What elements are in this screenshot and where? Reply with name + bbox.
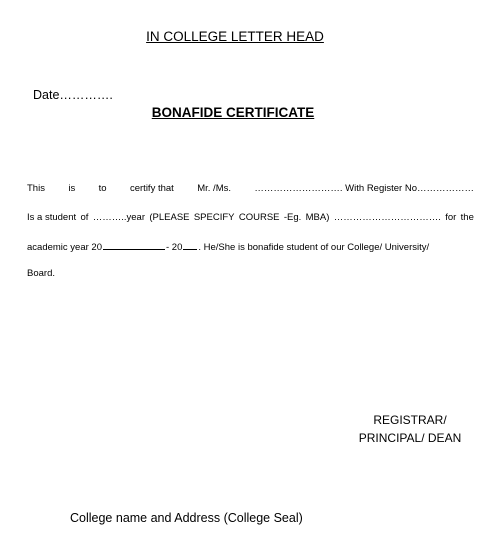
certificate-body-line-3 bbox=[27, 240, 474, 253]
certificate-body-line-1 bbox=[27, 183, 474, 194]
body-word: SPECIFY bbox=[193, 212, 235, 223]
body-word: ………..year bbox=[92, 212, 146, 223]
academic-year-prefix: academic year 20 bbox=[27, 242, 102, 253]
body-word: Board. bbox=[27, 268, 55, 279]
body-word: is bbox=[68, 183, 76, 194]
body-word: to bbox=[98, 183, 107, 194]
body-word: certify that bbox=[129, 183, 174, 194]
body-word: COURSE bbox=[238, 212, 280, 223]
body-word: for bbox=[445, 212, 457, 223]
body-word: ………………………. With Register No……………… bbox=[254, 183, 474, 194]
date-field: Date…………. bbox=[33, 88, 113, 102]
signatory-block bbox=[355, 411, 465, 447]
certificate-body-line-2 bbox=[27, 212, 474, 223]
academic-year-text bbox=[27, 240, 429, 253]
body-word: the bbox=[460, 212, 474, 223]
body-word: This bbox=[27, 183, 45, 194]
body-word: -Eg. bbox=[283, 212, 302, 223]
academic-year-mid: - 20 bbox=[165, 242, 183, 253]
signatory-line-1: REGISTRAR/ bbox=[373, 413, 447, 427]
letterhead-placeholder: IN COLLEGE LETTER HEAD bbox=[146, 29, 324, 44]
year-start-blank bbox=[103, 240, 165, 250]
signatory-line-2: PRINCIPAL/ DEAN bbox=[358, 431, 462, 445]
body-word: Mr. /Ms. bbox=[197, 183, 231, 194]
body-word: MBA) bbox=[305, 212, 330, 223]
certificate-title: BONAFIDE CERTIFICATE bbox=[151, 105, 315, 120]
year-end-blank bbox=[183, 240, 197, 250]
academic-year-suffix: . He/She is bonafide student of our College/ University/ bbox=[198, 242, 430, 253]
body-word: of bbox=[80, 212, 89, 223]
body-word: ……………………………. bbox=[333, 212, 441, 223]
body-word: Is a student bbox=[27, 212, 77, 223]
college-seal-caption: College name and Address (College Seal) bbox=[70, 511, 303, 525]
certificate-body-line-4 bbox=[27, 268, 474, 279]
body-word: (PLEASE bbox=[149, 212, 190, 223]
